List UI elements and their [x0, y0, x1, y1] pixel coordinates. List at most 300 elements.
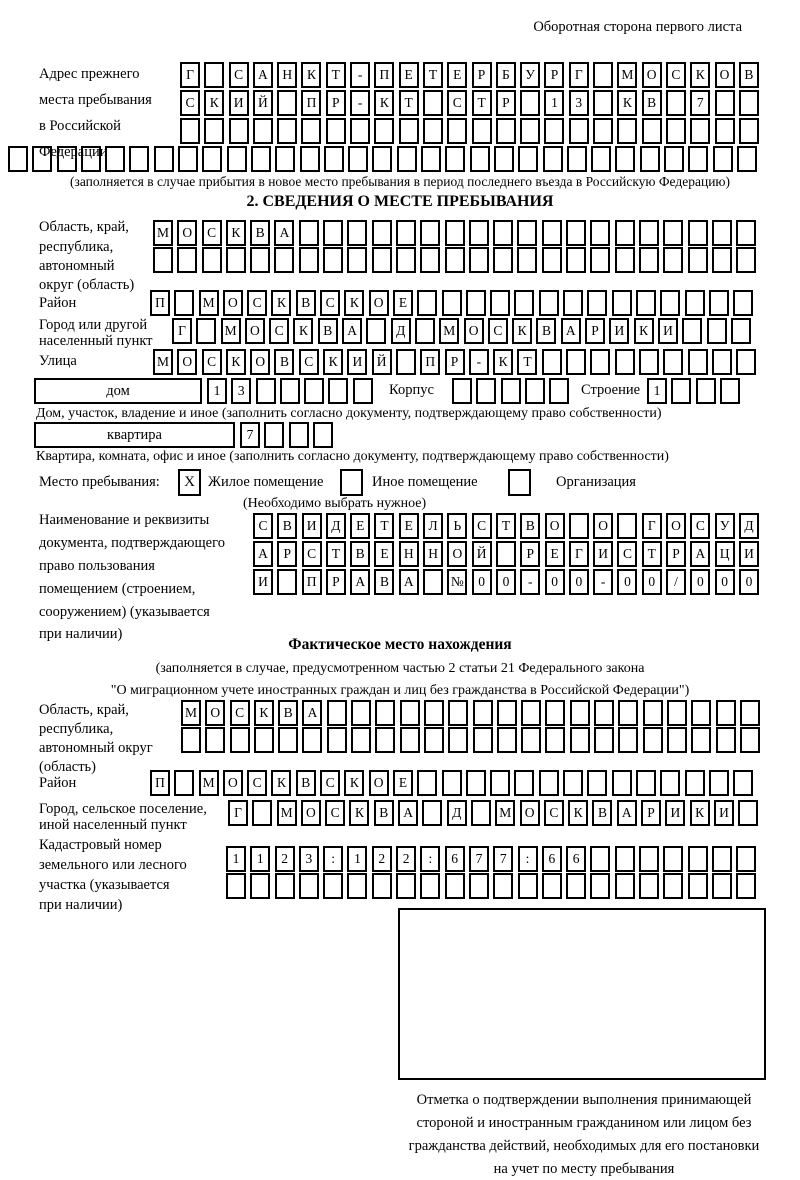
char-cell[interactable]: 2	[372, 846, 392, 872]
char-cell[interactable]: :	[518, 846, 538, 872]
char-cell[interactable]	[254, 727, 274, 753]
char-cell[interactable]	[587, 290, 607, 316]
char-cell[interactable]	[327, 700, 347, 726]
char-cell[interactable]: В	[592, 800, 612, 826]
char-cell[interactable]: М	[199, 770, 219, 796]
char-cell[interactable]	[400, 700, 420, 726]
char-cell[interactable]	[420, 247, 440, 273]
char-cell[interactable]: О	[520, 800, 540, 826]
char-cell[interactable]	[473, 700, 493, 726]
char-cell[interactable]: 0	[472, 569, 492, 595]
char-cell[interactable]	[490, 290, 510, 316]
char-cell[interactable]: Т	[399, 90, 419, 116]
char-cell[interactable]	[181, 727, 201, 753]
char-cell[interactable]: А	[253, 541, 273, 567]
char-cell[interactable]	[372, 247, 392, 273]
char-cell[interactable]	[304, 378, 324, 404]
char-cell[interactable]: Г	[642, 513, 662, 539]
char-cell[interactable]	[301, 118, 321, 144]
char-cell[interactable]	[736, 846, 756, 872]
char-cell[interactable]	[739, 90, 759, 116]
char-cell[interactable]	[424, 727, 444, 753]
char-cell[interactable]	[542, 247, 562, 273]
char-cell[interactable]	[591, 146, 611, 172]
char-cell[interactable]: Е	[393, 290, 413, 316]
char-cell[interactable]: В	[296, 290, 316, 316]
char-cell[interactable]	[545, 727, 565, 753]
char-cell[interactable]: -	[469, 349, 489, 375]
char-cell[interactable]: М	[617, 62, 637, 88]
char-cell[interactable]: М	[221, 318, 241, 344]
char-cell[interactable]: С	[202, 220, 222, 246]
char-cell[interactable]	[688, 846, 708, 872]
char-cell[interactable]: С	[247, 290, 267, 316]
char-cell[interactable]	[736, 247, 756, 273]
char-cell[interactable]	[326, 118, 346, 144]
char-cell[interactable]: О	[464, 318, 484, 344]
char-cell[interactable]: Т	[374, 513, 394, 539]
char-cell[interactable]	[612, 290, 632, 316]
char-cell[interactable]: И	[253, 569, 273, 595]
char-cell[interactable]: В	[374, 800, 394, 826]
char-cell[interactable]	[347, 247, 367, 273]
char-cell[interactable]: М	[439, 318, 459, 344]
char-cell[interactable]: Р	[585, 318, 605, 344]
char-cell[interactable]	[466, 770, 486, 796]
char-cell[interactable]: 7	[690, 90, 710, 116]
char-cell[interactable]	[250, 247, 270, 273]
document-row-1[interactable]	[253, 513, 759, 539]
char-cell[interactable]	[351, 700, 371, 726]
char-cell[interactable]	[639, 846, 659, 872]
oblast-row-1[interactable]	[153, 220, 756, 246]
char-cell[interactable]: С	[666, 62, 686, 88]
char-cell[interactable]	[691, 700, 711, 726]
char-cell[interactable]: 0	[715, 569, 735, 595]
char-cell[interactable]	[473, 727, 493, 753]
char-cell[interactable]	[423, 118, 443, 144]
char-cell[interactable]	[497, 700, 517, 726]
char-cell[interactable]: С	[253, 513, 273, 539]
char-cell[interactable]: Б	[496, 62, 516, 88]
char-cell[interactable]	[712, 247, 732, 273]
char-cell[interactable]: К	[204, 90, 224, 116]
char-cell[interactable]	[691, 727, 711, 753]
char-cell[interactable]: С	[247, 770, 267, 796]
char-cell[interactable]: Р	[445, 349, 465, 375]
char-cell[interactable]	[733, 770, 753, 796]
char-cell[interactable]: С	[488, 318, 508, 344]
char-cell[interactable]	[497, 727, 517, 753]
char-cell[interactable]: О	[177, 349, 197, 375]
char-cell[interactable]	[372, 220, 392, 246]
char-cell[interactable]	[594, 700, 614, 726]
char-cell[interactable]	[300, 146, 320, 172]
char-cell[interactable]	[709, 770, 729, 796]
char-cell[interactable]: В	[296, 770, 316, 796]
char-cell[interactable]	[274, 247, 294, 273]
char-cell[interactable]	[396, 873, 416, 899]
char-cell[interactable]: 1	[347, 846, 367, 872]
char-cell[interactable]: 0	[642, 569, 662, 595]
char-cell[interactable]	[372, 873, 392, 899]
char-cell[interactable]	[570, 700, 590, 726]
char-cell[interactable]	[105, 146, 125, 172]
char-cell[interactable]	[399, 118, 419, 144]
char-cell[interactable]: В	[642, 90, 662, 116]
char-cell[interactable]: С	[202, 349, 222, 375]
char-cell[interactable]: С	[472, 513, 492, 539]
raion-row[interactable]	[150, 290, 753, 316]
char-cell[interactable]	[154, 146, 174, 172]
char-cell[interactable]	[696, 378, 716, 404]
char-cell[interactable]	[664, 146, 684, 172]
char-cell[interactable]	[442, 770, 462, 796]
char-cell[interactable]: О	[715, 62, 735, 88]
char-cell[interactable]	[639, 349, 659, 375]
char-cell[interactable]	[493, 220, 513, 246]
char-cell[interactable]: А	[302, 700, 322, 726]
char-cell[interactable]	[716, 700, 736, 726]
char-cell[interactable]	[445, 873, 465, 899]
char-cell[interactable]: О	[250, 349, 270, 375]
char-cell[interactable]	[563, 290, 583, 316]
char-cell[interactable]	[420, 220, 440, 246]
char-cell[interactable]	[636, 770, 656, 796]
char-cell[interactable]	[178, 146, 198, 172]
char-cell[interactable]: 6	[445, 846, 465, 872]
char-cell[interactable]: Й	[372, 349, 392, 375]
char-cell[interactable]	[299, 873, 319, 899]
char-cell[interactable]: К	[271, 770, 291, 796]
char-cell[interactable]	[688, 247, 708, 273]
char-cell[interactable]: К	[512, 318, 532, 344]
char-cell[interactable]: 6	[542, 846, 562, 872]
char-cell[interactable]: 1	[226, 846, 246, 872]
char-cell[interactable]: -	[350, 90, 370, 116]
char-cell[interactable]: Д	[391, 318, 411, 344]
char-cell[interactable]: К	[271, 290, 291, 316]
char-cell[interactable]	[469, 220, 489, 246]
gorod-row[interactable]	[172, 318, 751, 344]
korpus-row[interactable]	[452, 378, 569, 404]
char-cell[interactable]: В	[374, 569, 394, 595]
char-cell[interactable]: Р	[666, 541, 686, 567]
char-cell[interactable]: 0	[569, 569, 589, 595]
char-cell[interactable]	[204, 62, 224, 88]
char-cell[interactable]: Н	[423, 541, 443, 567]
char-cell[interactable]	[347, 873, 367, 899]
char-cell[interactable]	[643, 700, 663, 726]
char-cell[interactable]	[685, 770, 705, 796]
char-cell[interactable]: Н	[399, 541, 419, 567]
char-cell[interactable]	[180, 118, 200, 144]
char-cell[interactable]	[350, 118, 370, 144]
char-cell[interactable]	[612, 770, 632, 796]
char-cell[interactable]: С	[180, 90, 200, 116]
char-cell[interactable]	[712, 349, 732, 375]
char-cell[interactable]	[712, 220, 732, 246]
char-cell[interactable]	[566, 349, 586, 375]
char-cell[interactable]	[32, 146, 52, 172]
char-cell[interactable]	[639, 220, 659, 246]
char-cell[interactable]	[590, 873, 610, 899]
char-cell[interactable]	[514, 290, 534, 316]
char-cell[interactable]	[716, 727, 736, 753]
char-cell[interactable]	[542, 349, 562, 375]
char-cell[interactable]: 0	[739, 569, 759, 595]
char-cell[interactable]: 1	[207, 378, 227, 404]
char-cell[interactable]: К	[690, 62, 710, 88]
char-cell[interactable]: А	[350, 569, 370, 595]
char-cell[interactable]: К	[254, 700, 274, 726]
char-cell[interactable]	[660, 770, 680, 796]
char-cell[interactable]	[688, 873, 708, 899]
char-cell[interactable]: А	[561, 318, 581, 344]
char-cell[interactable]	[707, 318, 727, 344]
char-cell[interactable]: А	[398, 800, 418, 826]
char-cell[interactable]	[415, 318, 435, 344]
char-cell[interactable]	[545, 700, 565, 726]
char-cell[interactable]	[590, 220, 610, 246]
document-row-2[interactable]	[253, 541, 759, 567]
char-cell[interactable]: И	[714, 800, 734, 826]
char-cell[interactable]	[470, 146, 490, 172]
char-cell[interactable]	[590, 349, 610, 375]
char-cell[interactable]	[539, 770, 559, 796]
char-cell[interactable]	[275, 146, 295, 172]
char-cell[interactable]	[251, 146, 271, 172]
char-cell[interactable]	[226, 873, 246, 899]
char-cell[interactable]	[396, 349, 416, 375]
char-cell[interactable]	[493, 873, 513, 899]
char-cell[interactable]	[566, 247, 586, 273]
fact-oblast-row-2[interactable]	[181, 727, 760, 753]
char-cell[interactable]	[347, 220, 367, 246]
char-cell[interactable]	[617, 513, 637, 539]
char-cell[interactable]: П	[150, 770, 170, 796]
char-cell[interactable]: Р	[496, 90, 516, 116]
char-cell[interactable]: Т	[326, 541, 346, 567]
char-cell[interactable]: 0	[690, 569, 710, 595]
char-cell[interactable]: В	[350, 541, 370, 567]
char-cell[interactable]: Р	[326, 90, 346, 116]
char-cell[interactable]	[469, 873, 489, 899]
char-cell[interactable]: С	[230, 700, 250, 726]
char-cell[interactable]	[353, 378, 373, 404]
char-cell[interactable]	[712, 873, 732, 899]
char-cell[interactable]: :	[323, 846, 343, 872]
char-cell[interactable]: А	[690, 541, 710, 567]
char-cell[interactable]: П	[301, 90, 321, 116]
char-cell[interactable]	[445, 220, 465, 246]
char-cell[interactable]	[496, 541, 516, 567]
char-cell[interactable]: К	[344, 770, 364, 796]
char-cell[interactable]: В	[250, 220, 270, 246]
char-cell[interactable]	[525, 378, 545, 404]
char-cell[interactable]: А	[274, 220, 294, 246]
char-cell[interactable]: У	[715, 513, 735, 539]
char-cell[interactable]	[375, 727, 395, 753]
char-cell[interactable]: П	[420, 349, 440, 375]
char-cell[interactable]: И	[229, 90, 249, 116]
char-cell[interactable]	[587, 770, 607, 796]
char-cell[interactable]: Р	[520, 541, 540, 567]
char-cell[interactable]	[490, 770, 510, 796]
stroenie-row[interactable]	[647, 378, 740, 404]
char-cell[interactable]	[313, 422, 333, 448]
char-cell[interactable]	[549, 378, 569, 404]
char-cell[interactable]	[521, 727, 541, 753]
char-cell[interactable]	[570, 727, 590, 753]
prev-address-row-3[interactable]	[180, 118, 759, 144]
char-cell[interactable]: В	[318, 318, 338, 344]
char-cell[interactable]	[642, 118, 662, 144]
char-cell[interactable]	[593, 62, 613, 88]
char-cell[interactable]	[636, 290, 656, 316]
char-cell[interactable]: Д	[739, 513, 759, 539]
char-cell[interactable]: К	[226, 220, 246, 246]
char-cell[interactable]	[715, 118, 735, 144]
char-cell[interactable]: Т	[517, 349, 537, 375]
char-cell[interactable]	[81, 146, 101, 172]
char-cell[interactable]: С	[325, 800, 345, 826]
char-cell[interactable]: Т	[642, 541, 662, 567]
kadastr-row-2[interactable]	[226, 873, 756, 899]
char-cell[interactable]	[720, 378, 740, 404]
char-cell[interactable]	[372, 146, 392, 172]
char-cell[interactable]: Д	[326, 513, 346, 539]
char-cell[interactable]	[177, 247, 197, 273]
char-cell[interactable]	[289, 422, 309, 448]
char-cell[interactable]	[447, 118, 467, 144]
char-cell[interactable]	[452, 378, 472, 404]
char-cell[interactable]: Е	[393, 770, 413, 796]
char-cell[interactable]	[715, 90, 735, 116]
char-cell[interactable]	[299, 247, 319, 273]
char-cell[interactable]	[739, 118, 759, 144]
char-cell[interactable]: В	[536, 318, 556, 344]
char-cell[interactable]: С	[269, 318, 289, 344]
char-cell[interactable]	[396, 220, 416, 246]
char-cell[interactable]: И	[665, 800, 685, 826]
char-cell[interactable]: М	[277, 800, 297, 826]
char-cell[interactable]	[420, 873, 440, 899]
char-cell[interactable]: И	[593, 541, 613, 567]
char-cell[interactable]: П	[150, 290, 170, 316]
char-cell[interactable]	[275, 873, 295, 899]
char-cell[interactable]: И	[658, 318, 678, 344]
char-cell[interactable]: И	[609, 318, 629, 344]
char-cell[interactable]	[671, 378, 691, 404]
char-cell[interactable]: Т	[496, 513, 516, 539]
kvartira-row[interactable]	[240, 422, 333, 448]
char-cell[interactable]: 7	[493, 846, 513, 872]
char-cell[interactable]: 2	[396, 846, 416, 872]
char-cell[interactable]: Г	[228, 800, 248, 826]
char-cell[interactable]	[682, 318, 702, 344]
char-cell[interactable]: 7	[240, 422, 260, 448]
char-cell[interactable]	[252, 800, 272, 826]
char-cell[interactable]	[328, 378, 348, 404]
char-cell[interactable]	[448, 727, 468, 753]
char-cell[interactable]	[205, 727, 225, 753]
char-cell[interactable]: 1	[647, 378, 667, 404]
char-cell[interactable]	[740, 700, 760, 726]
char-cell[interactable]: Е	[374, 541, 394, 567]
char-cell[interactable]	[417, 770, 437, 796]
char-cell[interactable]: Р	[544, 62, 564, 88]
char-cell[interactable]: Р	[472, 62, 492, 88]
char-cell[interactable]	[466, 290, 486, 316]
char-cell[interactable]	[663, 220, 683, 246]
char-cell[interactable]: Й	[253, 90, 273, 116]
char-cell[interactable]	[640, 146, 660, 172]
char-cell[interactable]: Е	[545, 541, 565, 567]
char-cell[interactable]	[615, 247, 635, 273]
char-cell[interactable]: С	[229, 62, 249, 88]
char-cell[interactable]	[472, 118, 492, 144]
char-cell[interactable]: О	[642, 62, 662, 88]
char-cell[interactable]: 1	[250, 846, 270, 872]
char-cell[interactable]	[566, 220, 586, 246]
char-cell[interactable]	[520, 118, 540, 144]
char-cell[interactable]	[615, 220, 635, 246]
char-cell[interactable]	[590, 247, 610, 273]
char-cell[interactable]	[226, 247, 246, 273]
char-cell[interactable]: В	[520, 513, 540, 539]
char-cell[interactable]: В	[278, 700, 298, 726]
char-cell[interactable]: 0	[617, 569, 637, 595]
char-cell[interactable]: Г	[569, 62, 589, 88]
char-cell[interactable]	[615, 146, 635, 172]
char-cell[interactable]: О	[223, 290, 243, 316]
char-cell[interactable]	[663, 247, 683, 273]
document-row-3[interactable]	[253, 569, 759, 595]
char-cell[interactable]: :	[420, 846, 440, 872]
char-cell[interactable]	[469, 247, 489, 273]
char-cell[interactable]: Л	[423, 513, 443, 539]
char-cell[interactable]	[615, 846, 635, 872]
kadastr-row-1[interactable]	[226, 846, 756, 872]
char-cell[interactable]: В	[739, 62, 759, 88]
char-cell[interactable]	[496, 118, 516, 144]
char-cell[interactable]	[324, 146, 344, 172]
char-cell[interactable]	[229, 118, 249, 144]
char-cell[interactable]	[542, 220, 562, 246]
char-cell[interactable]: 1	[544, 90, 564, 116]
char-cell[interactable]: К	[634, 318, 654, 344]
char-cell[interactable]	[736, 873, 756, 899]
char-cell[interactable]	[738, 800, 758, 826]
char-cell[interactable]	[663, 873, 683, 899]
char-cell[interactable]: О	[301, 800, 321, 826]
char-cell[interactable]	[277, 118, 297, 144]
char-cell[interactable]: -	[593, 569, 613, 595]
dom-row[interactable]	[207, 378, 373, 404]
char-cell[interactable]: Т	[423, 62, 443, 88]
checkbox-organizatsiya[interactable]	[508, 469, 531, 496]
char-cell[interactable]	[618, 727, 638, 753]
char-cell[interactable]	[667, 700, 687, 726]
char-cell[interactable]: С	[447, 90, 467, 116]
char-cell[interactable]: И	[302, 513, 322, 539]
prev-address-row-2[interactable]	[180, 90, 759, 116]
char-cell[interactable]: С	[544, 800, 564, 826]
char-cell[interactable]	[8, 146, 28, 172]
char-cell[interactable]: Г	[172, 318, 192, 344]
ulitsa-row[interactable]	[153, 349, 756, 375]
